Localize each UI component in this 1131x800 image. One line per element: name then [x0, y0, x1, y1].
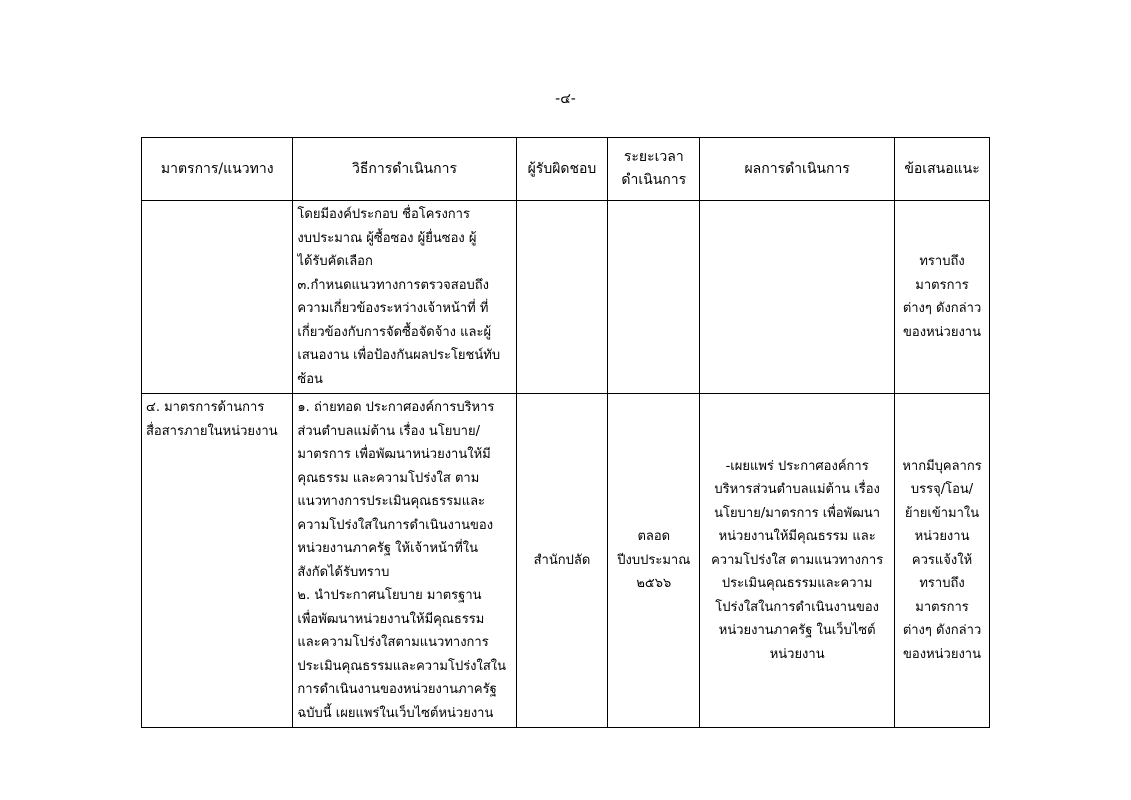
cell-period [608, 394, 700, 728]
method-line: การดำเนินงานของหน่วยงานภาครัฐ [297, 682, 497, 697]
measure-line: สื่อสารภายในหน่วยงาน [146, 423, 278, 439]
period-line: ตลอด [637, 529, 671, 545]
method-line: ๓.กำหนดแนวทางการตรวจสอบถึง [297, 277, 490, 293]
result-line: บริหารส่วนตำบลแม่ต้าน เรื่อง [714, 482, 880, 498]
suggestion-line: มาตรการ [915, 277, 969, 293]
suggestion-line: ย้ายเข้ามาใน [904, 505, 980, 521]
suggestion-line: ต่างๆ ดังกล่าว [902, 301, 982, 316]
method-line: ๑. ถ่ายทอด ประกาศองค์การบริหาร [297, 400, 495, 415]
method-line: ส่วนตำบลแม่ต้าน เรื่อง นโยบาย/ [297, 423, 480, 439]
method-line: ซ้อน [297, 371, 323, 387]
header-period-line: ระยะเวลา [623, 148, 684, 165]
table-header-row [142, 138, 990, 201]
cell-responsible [516, 394, 608, 728]
method-line: แนวทางการประเมินคุณธรรมและ [297, 494, 486, 509]
cell-period [608, 201, 700, 394]
header-period-line: ดำเนินการ [621, 172, 687, 188]
result-line: หน่วยงานให้มีคุณธรรม และ [718, 529, 876, 545]
responsible-text: สำนักปลัด [533, 552, 591, 568]
result-line: หน่วยงาน [769, 646, 825, 662]
method-line: เพื่อพัฒนาหน่วยงานให้มีคุณธรรม [297, 611, 485, 627]
header-responsible: ผู้รับผิดชอบ [516, 138, 608, 201]
cell-suggestion [895, 201, 990, 394]
suggestion-line: ทราบถึง [919, 254, 965, 269]
suggestion-line: หน่วยงาน [914, 529, 970, 545]
method-line: หน่วยงานภาครัฐ ให้เจ้าหน้าที่ใน [297, 541, 479, 556]
method-line: ๒. นำประกาศนโยบาย มาตรฐาน [297, 588, 482, 603]
result-line: นโยบาย/มาตรการ เพื่อพัฒนา [714, 505, 881, 521]
result-line: หน่วยงานภาครัฐ ในเว็บไซต์ [718, 623, 876, 639]
method-line: เสนองาน เพื่อป้องกันผลประโยชน์ทับ [297, 348, 501, 363]
result-line: -เผยแพร่ ประกาศองค์การ [725, 458, 869, 474]
method-line: ฉบับนี้ เผยแพร่ในเว็บไซต์หน่วยงาน [297, 705, 494, 721]
method-line: ประเมินคุณธรรมและความโปร่งใสใน [297, 658, 507, 674]
method-line: ความเกี่ยวข้องระหว่างเจ้าหน้าที่ ที่ [297, 301, 489, 316]
method-line: และความโปร่งใสตามแนวทางการ [297, 635, 489, 650]
period-line: ปีงบประมาณ [617, 552, 691, 568]
result-line: โปร่งใสในการดำเนินงานของ [715, 599, 880, 615]
cell-method [293, 394, 516, 728]
suggestion-line: ทราบถึง [919, 576, 965, 592]
method-line: ได้รับคัดเลือก [297, 254, 373, 269]
measures-table [141, 137, 990, 728]
cell-result [700, 201, 895, 394]
method-line: มาตรการ เพื่อพัฒนาหน่วยงานให้มี [297, 447, 491, 462]
header-suggestion: ข้อเสนอแนะ [895, 138, 990, 201]
method-line: ความโปร่งใสในการดำเนินงานของ [297, 517, 494, 533]
cell-measure [142, 201, 293, 394]
cell-measure [142, 394, 293, 728]
method-line: คุณธรรม และความโปร่งใส ตาม [297, 470, 480, 486]
suggestion-line: ต่างๆ ดังกล่าว [902, 623, 982, 639]
method-line: โดยมีองค์ประกอบ ชื่อโครงการ [297, 207, 470, 222]
measure-line: ๔. มาตรการด้านการ [146, 400, 265, 415]
suggestion-line: ของหน่วยงาน [903, 324, 981, 340]
header-method: วิธีการดำเนินการ [293, 138, 516, 201]
suggestion-line: บรรจุ/โอน/ [910, 482, 974, 498]
header-measure: มาตรการ/แนวทาง [142, 138, 293, 201]
method-line: เกี่ยวข้องกับการจัดซื้อจัดจ้าง และผู้ [297, 324, 492, 340]
method-line: งบประมาณ ผู้ซื้อซอง ผู้ยื่นซอง ผู้ [297, 230, 477, 246]
page-number: -๔- [555, 91, 576, 107]
suggestion-line: หากมีบุคลากร [902, 458, 982, 474]
table-row [142, 201, 990, 394]
cell-result [700, 394, 895, 728]
suggestion-line: ควรแจ้งให้ [911, 552, 973, 568]
header-period [608, 138, 700, 201]
result-line: ความโปร่งใส ตามแนวทางการ [711, 552, 884, 568]
table-row [142, 394, 990, 728]
cell-suggestion [895, 394, 990, 728]
period-line: ๒๕๖๖ [636, 576, 672, 592]
cell-responsible [516, 201, 608, 394]
method-line: สังกัดได้รับทราบ [297, 564, 390, 580]
suggestion-line: ของหน่วยงาน [903, 646, 981, 662]
cell-method [293, 201, 516, 394]
header-result: ผลการดำเนินการ [700, 138, 895, 201]
result-line: ประเมินคุณธรรมและความ [721, 576, 873, 592]
suggestion-line: มาตรการ [915, 599, 969, 615]
